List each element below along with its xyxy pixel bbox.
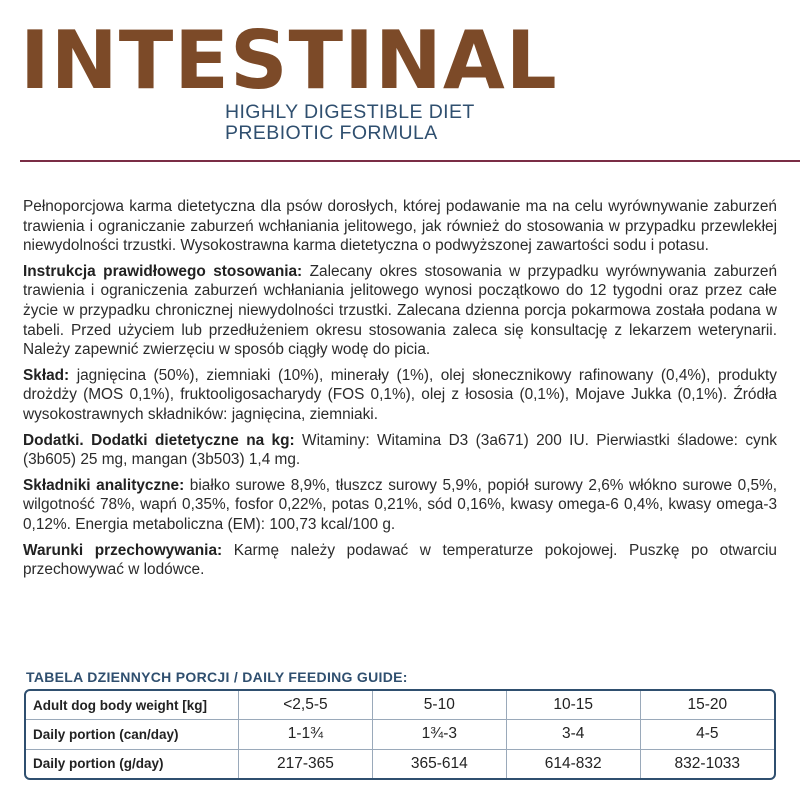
usage-label: Instrukcja prawidłowego stosowania:: [23, 262, 303, 280]
analytical-constituents: [23, 476, 777, 535]
row-label: Adult dog body weight [kg]: [26, 691, 239, 720]
subtitle-line-1: HIGHLY DIGESTIBLE DIET: [225, 101, 475, 123]
analytical-text: białko surowe 8,9%, tłuszcz surowy 5,9%, popiół surowy 2,6% włókno surowe 0,5%, wilgotność 78%, wapń 0,35%, fosfor 0,22%, potas 0,21%, sód 0,16%, kwasy omega-6 0,4%, kwasy omega-3 0,12%. Energia metaboliczna (EM): 100,73 kcal/100 g.: [23, 476, 777, 533]
feeding-guide-table: [24, 689, 776, 780]
usage-text: Zalecany okres stosowania w przypadku wyrównywania zaburzeń trawienia i ograniczenia zaburzeń wchłaniania jelitowego wynosi początkowo do 12 tygodni oraz przez całe życie w przypadku chronicznej niewydolności trzustki. Zalecana dzienna porcja pokarmowa została podana w tabeli. Przed użyciem lub przedłużeniem okresu stosowania zaleca się konsultację z lekarzem weterynarii. Należy zapewnić zwierzęciu w sposób ciągły wodę do picia.: [23, 262, 778, 359]
table-cell: 614-832: [506, 749, 640, 778]
table-cell: 1-1¾: [239, 720, 373, 750]
composition-text: jagnięcina (50%), ziemniaki (10%), minerały (1%), olej słonecznikowy rafinowany (0,4%), produkty drożdży (MOS 0,1%), fruktooligosacharydy (FOS 0,1%), olej z łososia (0,1%), Mojave Jukka (0,1%). Źródła wysokostrawnych składników: jagnięcina, ziemniaki.: [23, 366, 777, 423]
additives-label: Dodatki. Dodatki dietetyczne na kg:: [23, 431, 295, 449]
product-description: [23, 197, 777, 586]
composition: [23, 366, 777, 425]
table-cell: 5-10: [372, 691, 506, 720]
table-cell: 217-365: [239, 749, 373, 778]
table-cell: 832-1033: [674, 754, 741, 772]
table-row: [26, 749, 774, 778]
additives-text: Witaminy: Witamina D3 (3a671) 200 IU. Pierwiastki śladowe: cynk (3b605) 25 mg, mangan (3b503) 1,4 mg.: [23, 431, 778, 469]
feeding-guide-title: TABELA DZIENNYCH PORCJI / DAILY FEEDING GUIDE:: [26, 669, 408, 685]
table-cell: 3-4: [506, 720, 640, 750]
table-cell: <2,5-5: [239, 691, 373, 720]
table-cell: 10-15: [506, 691, 640, 720]
row-label: Daily portion (g/day): [26, 749, 239, 778]
table-row: [26, 720, 774, 750]
table-cell: 15-20: [640, 691, 774, 720]
table-cell: 365-614: [372, 749, 506, 778]
header-divider: [20, 160, 800, 162]
subtitle-line-2: PREBIOTIC FORMULA: [225, 122, 438, 144]
storage-text: Karmę należy podawać w temperaturze pokojowej. Puszkę po otwarciu przechowywać w lodówce.: [23, 541, 777, 579]
table-cell: 1¾-3: [372, 720, 506, 750]
analytical-label: Składniki analityczne:: [23, 476, 185, 494]
table-cell: 4-5: [640, 720, 774, 750]
table-row: [26, 691, 774, 720]
intro-paragraph: Pełnoporcjowa karma dietetyczna dla psów dorosłych, której podawanie ma na celu wyrównywanie zaburzeń trawienia i ograniczanie zaburzeń wchłaniania jelitowego, jak również do stosowania w przypadku przewlekłej niewydolności trzustki. Wysokostrawna karma dietetyczna o podwyższonej zawartości sodu i potasu.: [23, 198, 777, 255]
storage-conditions: [23, 541, 777, 580]
composition-label: Skład:: [23, 366, 70, 384]
usage-instructions: [23, 262, 777, 360]
additives: [23, 431, 777, 470]
row-label: Daily portion (can/day): [26, 720, 239, 750]
storage-label: Warunki przechowywania:: [23, 541, 223, 559]
product-title: INTESTINAL: [20, 14, 558, 107]
